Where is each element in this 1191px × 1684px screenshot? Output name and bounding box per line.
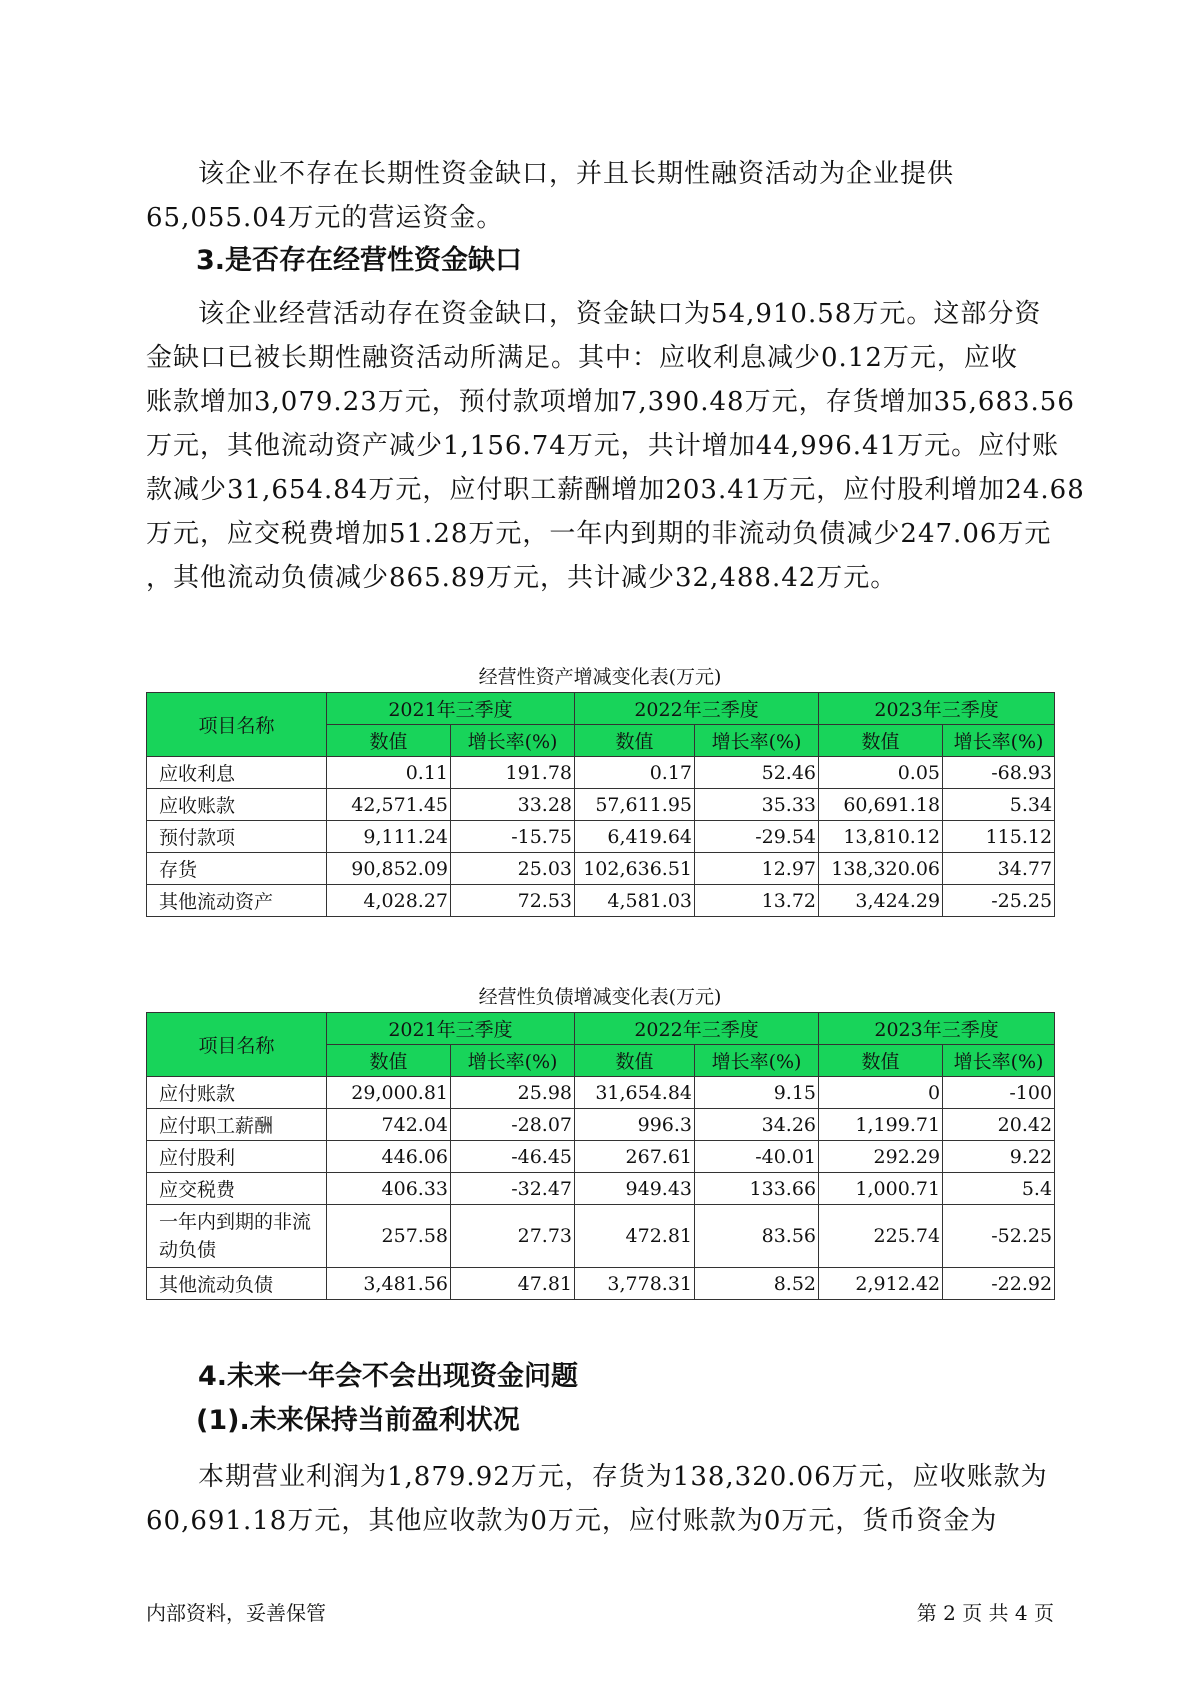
cell-growth: 52.46: [695, 757, 819, 789]
cell-growth: -52.25: [943, 1205, 1055, 1268]
cell-value: 138,320.06: [819, 853, 943, 885]
table-row: [147, 757, 1055, 789]
section-heading-future-funding: 4.未来一年会不会出现资金问题: [198, 1361, 579, 1392]
table-operating-liabilities: [146, 1012, 1055, 1300]
table-row: [147, 1141, 1055, 1173]
cell-growth: 9.22: [943, 1141, 1055, 1173]
cell-growth: -100: [943, 1077, 1055, 1109]
cell-value: 4,581.03: [575, 885, 695, 917]
cell-growth: 34.77: [943, 853, 1055, 885]
cell-growth: 25.98: [451, 1077, 575, 1109]
paragraph-current-profit: [146, 1455, 1054, 1543]
paragraph-line: 账款增加3,079.23万元，预付款项增加7,390.48万元，存货增加35,683.56: [146, 387, 1075, 417]
paragraph-line: 本期营业利润为1,879.92万元，存货为138,320.06万元，应收账款为: [198, 1462, 1048, 1492]
paragraph-line: 万元，应交税费增加51.28万元，一年内到期的非流动负债减少247.06万元: [146, 519, 1052, 549]
header-growth-rate: 增长率(%): [943, 725, 1055, 757]
cell-value: 60,691.18: [819, 789, 943, 821]
paragraph-operating-gap: [146, 292, 1085, 600]
cell-value: 742.04: [327, 1109, 451, 1141]
cell-value: 6,419.64: [575, 821, 695, 853]
cell-value: 267.61: [575, 1141, 695, 1173]
cell-growth: 35.33: [695, 789, 819, 821]
header-period: 2023年三季度: [819, 1013, 1055, 1045]
table-row: [147, 1077, 1055, 1109]
cell-value: 472.81: [575, 1205, 695, 1268]
footer-confidential-note: 内部资料，妥善保管: [146, 1601, 326, 1625]
cell-item: 存货: [147, 853, 327, 885]
cell-value: 1,199.71: [819, 1109, 943, 1141]
cell-value: 2,912.42: [819, 1268, 943, 1300]
cell-value: 102,636.51: [575, 853, 695, 885]
cell-item: 应收利息: [147, 757, 327, 789]
footer-page-number: 第 2 页 共 4 页: [916, 1601, 1054, 1625]
cell-item: 应付账款: [147, 1077, 327, 1109]
cell-item: 应付职工薪酬: [147, 1109, 327, 1141]
header-growth-rate: 增长率(%): [451, 1045, 575, 1077]
cell-value: 57,611.95: [575, 789, 695, 821]
cell-item: 应付股利: [147, 1141, 327, 1173]
cell-growth: 33.28: [451, 789, 575, 821]
header-value: 数值: [327, 1045, 451, 1077]
table-caption-liabilities: 经营性负债增减变化表(万元): [478, 986, 722, 1008]
header-period: 2023年三季度: [819, 693, 1055, 725]
cell-value: 996.3: [575, 1109, 695, 1141]
cell-value: 406.33: [327, 1173, 451, 1205]
cell-value: 225.74: [819, 1205, 943, 1268]
paragraph-line: 金缺口已被长期性融资活动所满足。其中：应收利息减少0.12万元，应收: [146, 343, 1018, 373]
table-caption-assets: 经营性资产增减变化表(万元): [478, 666, 722, 688]
cell-growth: -22.92: [943, 1268, 1055, 1300]
cell-growth: 83.56: [695, 1205, 819, 1268]
cell-value: 3,424.29: [819, 885, 943, 917]
cell-growth: -46.45: [451, 1141, 575, 1173]
header-period: 2022年三季度: [575, 693, 819, 725]
cell-value: 446.06: [327, 1141, 451, 1173]
cell-growth: 34.26: [695, 1109, 819, 1141]
cell-item: 应收账款: [147, 789, 327, 821]
cell-value: 0.05: [819, 757, 943, 789]
header-growth-rate: 增长率(%): [695, 1045, 819, 1077]
cell-growth: 191.78: [451, 757, 575, 789]
cell-value: 0: [819, 1077, 943, 1109]
cell-growth: 72.53: [451, 885, 575, 917]
table-row: [147, 1109, 1055, 1141]
cell-growth: 9.15: [695, 1077, 819, 1109]
table-row: [147, 885, 1055, 917]
cell-growth: 13.72: [695, 885, 819, 917]
table-row: [147, 853, 1055, 885]
paragraph-line: 该企业不存在长期性资金缺口，并且长期性融资活动为企业提供: [198, 159, 955, 189]
paragraph-line: 万元，其他流动资产减少1,156.74万元，共计增加44,996.41万元。应付账: [146, 431, 1060, 461]
cell-value: 1,000.71: [819, 1173, 943, 1205]
header-growth-rate: 增长率(%): [943, 1045, 1055, 1077]
cell-growth: -40.01: [695, 1141, 819, 1173]
cell-growth: 5.4: [943, 1173, 1055, 1205]
cell-growth: -29.54: [695, 821, 819, 853]
cell-growth: 27.73: [451, 1205, 575, 1268]
cell-value: 90,852.09: [327, 853, 451, 885]
cell-growth: -32.47: [451, 1173, 575, 1205]
header-value: 数值: [575, 1045, 695, 1077]
table-operating-assets: [146, 692, 1055, 917]
header-period: 2021年三季度: [327, 693, 575, 725]
cell-growth: 25.03: [451, 853, 575, 885]
header-value: 数值: [327, 725, 451, 757]
cell-item: 其他流动资产: [147, 885, 327, 917]
cell-growth: -68.93: [943, 757, 1055, 789]
table-row: [147, 1173, 1055, 1205]
table-row: [147, 1268, 1055, 1300]
header-value: 数值: [819, 1045, 943, 1077]
cell-value: 9,111.24: [327, 821, 451, 853]
cell-item: 预付款项: [147, 821, 327, 853]
cell-growth: 133.66: [695, 1173, 819, 1205]
paragraph-long-term-funding: [146, 152, 1054, 240]
header-period: 2021年三季度: [327, 1013, 575, 1045]
cell-value: 13,810.12: [819, 821, 943, 853]
paragraph-line: 该企业经营活动存在资金缺口，资金缺口为54,910.58万元。这部分资: [198, 299, 1042, 329]
cell-growth: 12.97: [695, 853, 819, 885]
cell-value: 257.58: [327, 1205, 451, 1268]
paragraph-line: 60,691.18万元，其他应收款为0万元，应付账款为0万元，货币资金为: [146, 1506, 998, 1536]
cell-growth: 20.42: [943, 1109, 1055, 1141]
cell-growth: -15.75: [451, 821, 575, 853]
subsection-heading-current-profit: (1).未来保持当前盈利状况: [196, 1405, 520, 1436]
paragraph-line: 款减少31,654.84万元，应付职工薪酬增加203.41万元，应付股利增加24.68: [146, 475, 1085, 505]
cell-value: 42,571.45: [327, 789, 451, 821]
cell-growth: 5.34: [943, 789, 1055, 821]
cell-growth: 47.81: [451, 1268, 575, 1300]
header-item-name: 项目名称: [147, 693, 327, 757]
cell-growth: -28.07: [451, 1109, 575, 1141]
section-heading-operating-gap: 3.是否存在经营性资金缺口: [196, 245, 523, 276]
header-value: 数值: [575, 725, 695, 757]
cell-growth: 115.12: [943, 821, 1055, 853]
cell-item: 应交税费: [147, 1173, 327, 1205]
cell-value: 292.29: [819, 1141, 943, 1173]
cell-value: 0.17: [575, 757, 695, 789]
header-item-name: 项目名称: [147, 1013, 327, 1077]
table-row: [147, 1205, 1055, 1268]
paragraph-line: 65,055.04万元的营运资金。: [146, 203, 504, 233]
cell-growth: 8.52: [695, 1268, 819, 1300]
table-row: [147, 789, 1055, 821]
header-growth-rate: 增长率(%): [695, 725, 819, 757]
header-value: 数值: [819, 725, 943, 757]
cell-value: 4,028.27: [327, 885, 451, 917]
paragraph-line: ，其他流动负债减少865.89万元，共计减少32,488.42万元。: [146, 563, 898, 593]
cell-item: 其他流动负债: [147, 1268, 327, 1300]
header-period: 2022年三季度: [575, 1013, 819, 1045]
cell-item: 一年内到期的非流动负债: [147, 1205, 327, 1268]
cell-growth: -25.25: [943, 885, 1055, 917]
table-row: [147, 821, 1055, 853]
cell-value: 3,481.56: [327, 1268, 451, 1300]
cell-value: 31,654.84: [575, 1077, 695, 1109]
cell-value: 0.11: [327, 757, 451, 789]
cell-value: 949.43: [575, 1173, 695, 1205]
cell-value: 3,778.31: [575, 1268, 695, 1300]
header-growth-rate: 增长率(%): [451, 725, 575, 757]
cell-value: 29,000.81: [327, 1077, 451, 1109]
